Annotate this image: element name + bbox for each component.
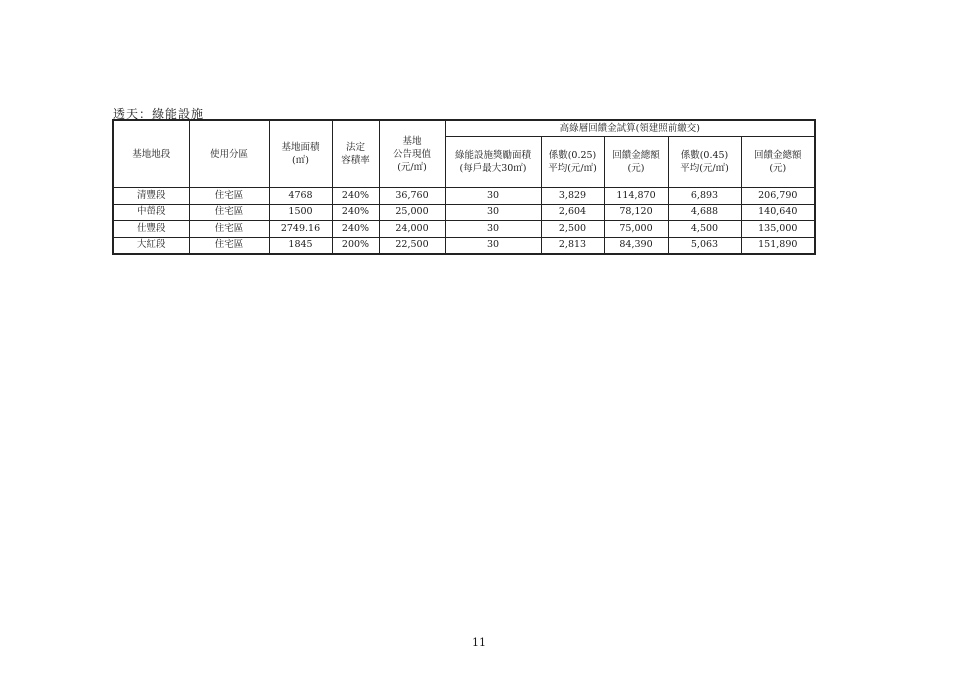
cell-price: 25,000 <box>379 204 445 221</box>
cell-bonus: 30 <box>445 204 541 221</box>
header-area <box>269 120 332 188</box>
cell-price: 36,760 <box>379 188 445 205</box>
header-section: 基地地段 <box>113 120 189 188</box>
section-title: 透天：綠能設施 <box>113 107 205 121</box>
cell-total2: 206,790 <box>741 188 815 205</box>
header-coef1-line1: 係數(0.25) <box>548 150 597 161</box>
cell-coef1: 2,813 <box>541 237 604 254</box>
page-number: 11 <box>472 636 486 649</box>
header-bonus <box>445 137 541 188</box>
header-coef1 <box>541 137 604 188</box>
header-area-line1: 基地面積 <box>281 142 320 153</box>
cell-bonus: 30 <box>445 237 541 254</box>
cell-zoning: 住宅區 <box>189 188 269 205</box>
header-total1 <box>604 137 668 188</box>
header-area-line2: (㎡) <box>292 155 309 166</box>
table-row <box>113 237 815 254</box>
header-bonus-line2: (每戶最大30㎡) <box>459 163 527 174</box>
cell-zoning: 住宅區 <box>189 237 269 254</box>
cell-coef1: 3,829 <box>541 188 604 205</box>
cell-coef1: 2,500 <box>541 221 604 238</box>
cell-total2: 151,890 <box>741 237 815 254</box>
feedback-fee-table <box>112 119 816 255</box>
cell-section: 仕豐段 <box>113 221 189 238</box>
cell-total1: 84,390 <box>604 237 668 254</box>
header-far-line2: 容積率 <box>341 155 370 166</box>
header-total2-line1: 回饋金總額 <box>754 150 802 161</box>
cell-section: 中嵤段 <box>113 204 189 221</box>
cell-price: 22,500 <box>379 237 445 254</box>
cell-bonus: 30 <box>445 188 541 205</box>
header-total1-line1: 回饋金總額 <box>612 150 660 161</box>
cell-coef2: 6,893 <box>668 188 741 205</box>
cell-far: 240% <box>332 204 379 221</box>
header-bonus-line1: 綠能設施獎勵面積 <box>454 150 531 161</box>
cell-far: 200% <box>332 237 379 254</box>
table-row <box>113 188 815 205</box>
cell-area: 1845 <box>269 237 332 254</box>
cell-section: 大紅段 <box>113 237 189 254</box>
cell-total1: 75,000 <box>604 221 668 238</box>
header-total2 <box>741 137 815 188</box>
header-total2-line2: (元) <box>769 163 787 174</box>
cell-coef1: 2,604 <box>541 204 604 221</box>
cell-coef2: 4,500 <box>668 221 741 238</box>
header-price-line3: (元/㎡) <box>397 161 427 173</box>
cell-price: 24,000 <box>379 221 445 238</box>
cell-zoning: 住宅區 <box>189 204 269 221</box>
cell-zoning: 住宅區 <box>189 221 269 238</box>
cell-coef2: 4,688 <box>668 204 741 221</box>
cell-area: 1500 <box>269 204 332 221</box>
header-zoning: 使用分區 <box>189 120 269 188</box>
cell-total1: 114,870 <box>604 188 668 205</box>
header-coef2-line1: 係數(0.45) <box>680 150 729 161</box>
cell-total2: 135,000 <box>741 221 815 238</box>
header-coef1-line2: 平均(元/㎡) <box>548 163 597 174</box>
header-total1-line2: (元) <box>627 163 645 174</box>
header-coef2-line2: 平均(元/㎡) <box>680 163 729 174</box>
cell-coef2: 5,063 <box>668 237 741 254</box>
header-price-line1: 基地 <box>402 135 422 147</box>
header-price <box>379 120 445 188</box>
cell-area: 2749.16 <box>269 221 332 238</box>
header-far <box>332 120 379 188</box>
cell-far: 240% <box>332 188 379 205</box>
table-row <box>113 221 815 238</box>
cell-bonus: 30 <box>445 221 541 238</box>
cell-far: 240% <box>332 221 379 238</box>
table-row <box>113 204 815 221</box>
header-far-line1: 法定 <box>345 142 365 153</box>
header-price-line2: 公告現值 <box>392 148 431 160</box>
cell-total2: 140,640 <box>741 204 815 221</box>
header-group: 高綠層回饋金試算(領建照前繳交) <box>445 120 815 137</box>
cell-total1: 78,120 <box>604 204 668 221</box>
cell-section: 清豐段 <box>113 188 189 205</box>
header-coef2 <box>668 137 741 188</box>
cell-area: 4768 <box>269 188 332 205</box>
